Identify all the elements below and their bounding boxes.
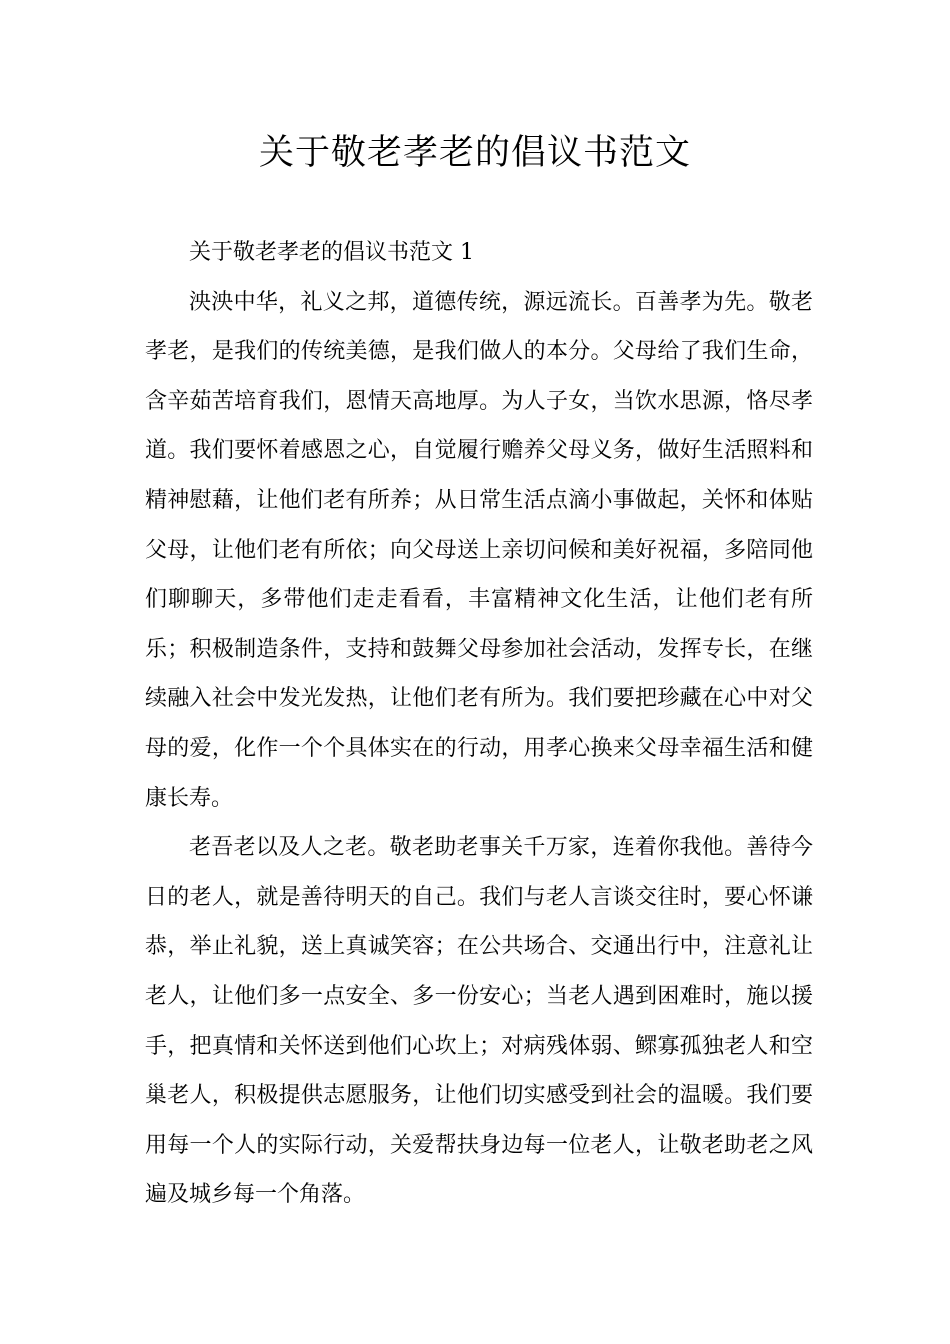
document-body [145, 228, 813, 1220]
document-subtitle: 关于敬老孝老的倡议书范文 1 [189, 240, 474, 265]
body-paragraph-2: 老吾老以及人之老。敬老助老事关千万家，连着你我他。善待今日的老人，就是善待明天的自己。我们与老人言谈交往时，要心怀谦恭，举止礼貌，送上真诚笑容；在公共场合、交通出行中，注意礼让老人，让他们多一点安全、多一份安心；当老人遇到困难时，施以援手，把真情和关怀送到他们心坎上；对病残体弱、鳏寡孤独老人和空巢老人，积极提供志愿服务，让他们切实感受到社会的温暖。我们要用每一个人的实际行动，关爱帮扶身边每一位老人，让敬老助老之风遍及城乡每一个角落。 [145, 835, 813, 1208]
body-paragraph-1: 泱泱中华，礼义之邦，道德传统，源远流长。百善孝为先。敬老孝老，是我们的传统美德，是我们做人的本分。父母给了我们生命，含辛茹苦培育我们，恩情天高地厚。为人子女，当饮水思源，恪尽孝道。我们要怀着感恩之心，自觉履行赡养父母义务，做好生活照料和精神慰藉，让他们老有所养；从日常生活点滴小事做起，关怀和体贴父母，让他们老有所依；向父母送上亲切问候和美好祝福，多陪同他们聊聊天，多带他们走走看看，丰富精神文化生活，让他们老有所乐；积极制造条件，支持和鼓舞父母参加社会活动，发挥专长，在继续融入社会中发光发热，让他们老有所为。我们要把珍藏在心中对父母的爱，化作一个个具体实在的行动，用孝心换来父母幸福生活和健康长寿。 [145, 289, 813, 811]
document-title: 关于敬老孝老的倡议书范文 [258, 133, 691, 173]
